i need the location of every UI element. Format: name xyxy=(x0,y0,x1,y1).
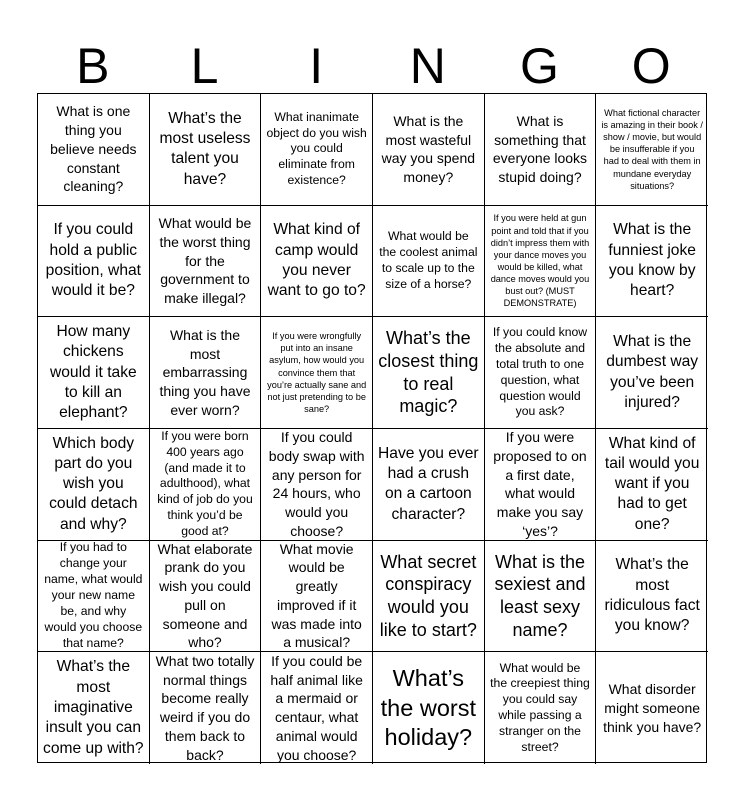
bingo-cell[interactable] xyxy=(38,206,150,318)
bingo-cell[interactable] xyxy=(38,652,150,764)
bingo-cell-text: If you were wrongfully put into an insane asylum, how would you convince them that you’re actually sane and not just pretending to be sane? xyxy=(267,331,367,414)
bingo-cell[interactable] xyxy=(38,429,150,541)
bingo-cell[interactable] xyxy=(596,652,708,764)
bingo-cell-text: What is the most embarrassing thing you have ever worn? xyxy=(159,326,251,418)
bingo-cell[interactable] xyxy=(150,541,262,653)
bingo-cell[interactable] xyxy=(261,206,373,318)
bingo-cell[interactable] xyxy=(150,652,262,764)
bingo-cell[interactable] xyxy=(150,206,262,318)
bingo-cell[interactable] xyxy=(373,94,485,206)
title-letter-o: O xyxy=(631,38,671,94)
title-letter-i: I xyxy=(309,38,324,94)
bingo-cell[interactable] xyxy=(38,317,150,429)
bingo-cell-text: What elaborate prank do you wish you could pull on someone and who? xyxy=(157,540,253,651)
bingo-cell[interactable] xyxy=(150,317,262,429)
bingo-cell[interactable] xyxy=(485,317,597,429)
bingo-cell-text: What is the funniest joke you know by heart? xyxy=(608,221,696,300)
bingo-cell-text: Have you ever had a crush on a cartoon character? xyxy=(378,444,479,523)
bingo-cell-text: What’s the most imaginative insult you can come up with? xyxy=(43,658,144,757)
bingo-cell[interactable] xyxy=(261,541,373,653)
title-letter-l: L xyxy=(190,38,219,94)
bingo-cell[interactable] xyxy=(261,317,373,429)
title-letter-n: N xyxy=(409,38,446,94)
bingo-cell-text: What would be the creepiest thing you could say while passing a stranger on the street? xyxy=(490,660,590,754)
bingo-cell[interactable] xyxy=(596,94,708,206)
bingo-cell-text: What would be the coolest animal to scale up to the size of a horse? xyxy=(379,229,478,291)
bingo-cell[interactable] xyxy=(373,206,485,318)
bingo-cell[interactable] xyxy=(150,429,262,541)
bingo-cell-text: If you were born 400 years ago (and made it to adulthood), what kind of job do you think you’d be good at? xyxy=(157,429,253,538)
bingo-cell[interactable] xyxy=(485,541,597,653)
bingo-cell-text: If you had to change your name, what would your new name be, and why would you choose that name? xyxy=(44,540,143,650)
bingo-cell-text: If you were proposed to on a first date, what would make you say ‘yes’? xyxy=(493,429,587,539)
bingo-cell[interactable] xyxy=(596,541,708,653)
bingo-cell[interactable] xyxy=(485,94,597,206)
bingo-cell[interactable] xyxy=(596,429,708,541)
bingo-cell-text: If you could body swap with any person for 24 hours, who would you choose? xyxy=(268,429,365,539)
bingo-cell-text: What would be the worst thing for the government to make illegal? xyxy=(158,215,252,307)
bingo-cell-text: What secret conspiracy would you like to start? xyxy=(379,551,477,640)
title-letter-g: G xyxy=(520,38,559,94)
bingo-cell-text: What kind of camp would you never want to go to? xyxy=(267,221,366,300)
bingo-cell[interactable] xyxy=(261,652,373,764)
bingo-cell-text: What kind of tail would you want if you had to get one? xyxy=(604,434,700,533)
bingo-title xyxy=(37,38,707,94)
bingo-grid xyxy=(37,93,707,763)
bingo-cell[interactable] xyxy=(596,317,708,429)
bingo-cell-text: If you could be half animal like a mermaid or centaur, what animal would you choose? xyxy=(270,652,363,763)
bingo-cell[interactable] xyxy=(261,94,373,206)
bingo-cell[interactable] xyxy=(485,429,597,541)
bingo-cell-text: What movie would be greatly improved if it was made into a musical? xyxy=(271,540,362,651)
bingo-cell-text: What two totally normal things become really weird if you do them back to back? xyxy=(155,652,255,763)
bingo-cell-text: What fictional character is amazing in their book / show / movie, but would be insufferable if you had to deal with them in mundane everyday situations? xyxy=(601,107,703,191)
bingo-cell[interactable] xyxy=(38,94,150,206)
bingo-cell-text: What is one thing you believe needs constant cleaning? xyxy=(50,103,137,195)
bingo-cell[interactable] xyxy=(485,652,597,764)
bingo-cell[interactable] xyxy=(261,429,373,541)
bingo-cell[interactable] xyxy=(373,317,485,429)
bingo-cell-text: What’s the closest thing to real magic? xyxy=(378,328,479,417)
bingo-cell[interactable] xyxy=(596,206,708,318)
bingo-cell-text: What is the most wasteful way you spend money? xyxy=(381,112,476,186)
bingo-cell-text: What’s the most useless talent you have? xyxy=(159,109,251,188)
bingo-cell-text: What is the sexiest and least sexy name? xyxy=(494,551,586,640)
bingo-cell-text: What is something that everyone looks stupid doing? xyxy=(492,112,588,186)
bingo-cell-text: What disorder might someone think you have? xyxy=(603,681,702,735)
bingo-cell[interactable] xyxy=(485,206,597,318)
bingo-cell[interactable] xyxy=(373,541,485,653)
bingo-cell-text: What’s the most ridiculous fact you know? xyxy=(604,556,700,635)
bingo-cell-text: What inanimate object do you wish you could eliminate from existence? xyxy=(266,109,367,188)
bingo-cell-text: If you could hold a public position, what would it be? xyxy=(45,221,141,300)
bingo-cell-text: What is the dumbest way you’ve been injured? xyxy=(606,333,699,411)
bingo-cell-text: What’s the worst holiday? xyxy=(380,665,476,750)
bingo-cell[interactable] xyxy=(38,541,150,653)
title-letter-b: B xyxy=(76,38,110,94)
bingo-cell-text: If you were held at gun point and told that if you didn’t impress them with your dance moves you would be killed, what dance moves would you bust out? (MUST DEMONSTRATE) xyxy=(490,213,590,309)
bingo-cell-text: How many chickens would it take to kill an elephant? xyxy=(49,322,137,422)
bingo-cell[interactable] xyxy=(373,652,485,764)
bingo-cell[interactable] xyxy=(373,429,485,541)
bingo-cell-text: If you could know the absolute and total truth to one question, what question would you ask? xyxy=(492,325,588,419)
bingo-cell[interactable] xyxy=(150,94,262,206)
bingo-cell-text: Which body part do you wish you could detach and why? xyxy=(49,434,138,533)
